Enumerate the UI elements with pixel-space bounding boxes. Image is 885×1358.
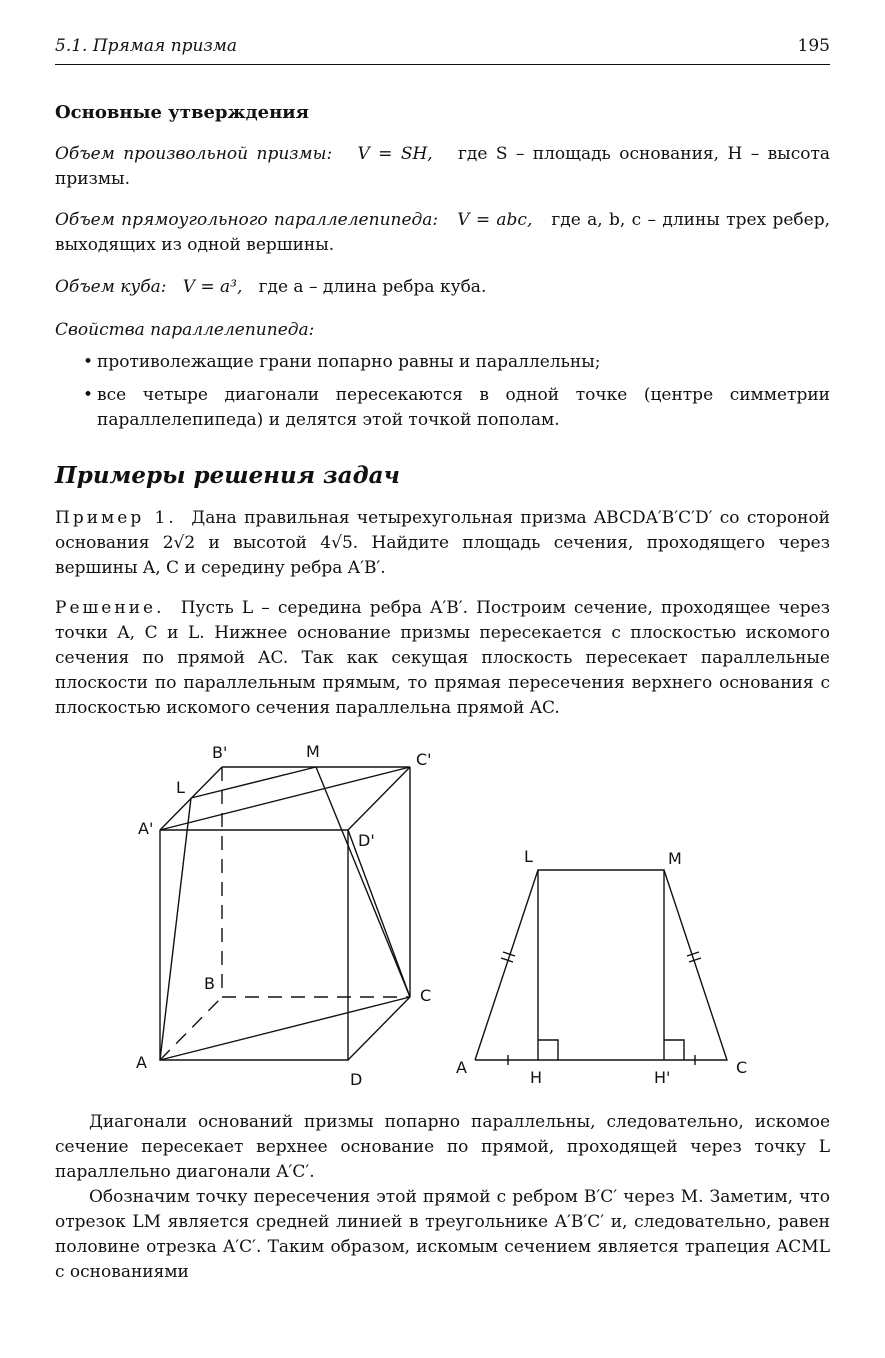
- statement-text: где a, b, c – длины трех ребер, выходящих из одной вершины.: [55, 210, 830, 255]
- section-heading: Основные утверждения: [55, 102, 309, 123]
- line-dp-c: [348, 830, 410, 997]
- bullet-text: все четыре диагонали пересекаются в одной точке (центре симметрии параллелепипеда) и делятся этой точкой пополам.: [97, 385, 830, 430]
- label-M: M: [668, 849, 682, 868]
- statement-text: где S – площадь основания, H – высота призмы.: [55, 144, 831, 189]
- properties-label: Свойства параллелепипеда:: [55, 320, 315, 340]
- label-M: M: [306, 742, 320, 761]
- paragraph-2: Обозначим точку пересечения этой прямой с ребром B′C′ через M. Заметим, что отрезок LM является средней линией в треугольнике A′B′C′ и, следовательно, равен половине отрезка A′C′. Таким образом, искомым сечением является трапеция ACML с основаниями: [55, 1187, 830, 1282]
- bullet-icon: •: [83, 352, 94, 372]
- solution-label: Решение.: [55, 598, 165, 618]
- right-angle-hp: [664, 1040, 684, 1060]
- statement-formula: V = SH,: [357, 144, 433, 164]
- paragraph-1: Диагонали оснований призмы попарно параллельны, следовательно, искомое сечение пересекает верхнее основание по прямой, проходящей через точку L параллельно диагонали A′C′.: [55, 1112, 830, 1182]
- statement-label: Объем куба:: [55, 277, 167, 297]
- examples-title: Примеры решения задач: [55, 462, 400, 489]
- trapezoid-labels: [456, 847, 747, 1087]
- label-C: C: [420, 986, 432, 1005]
- statement-label: Объем произвольной призмы:: [55, 144, 333, 164]
- edge-a-b-hidden: [160, 997, 222, 1060]
- label-H: H: [530, 1068, 543, 1087]
- bullet-icon: •: [83, 385, 94, 405]
- line-m-c: [316, 767, 410, 997]
- label-A: A: [456, 1058, 467, 1077]
- solution-text: Пусть L – середина ребра A′B′. Построим сечение, проходящее через точки A, C и L. Нижнее основание призмы пересекается с плоскостью искомого сечения по прямой AC. Так как секущая плоскость пересекает параллельные плоскости по параллельным прямым, то прямая пересечения верхнего основания с плоскостью искомого сечения параллельна прямой AC.: [55, 598, 831, 718]
- prism-figure: [160, 767, 410, 1060]
- label-Ap: A': [138, 819, 154, 838]
- label-B: B: [204, 974, 215, 993]
- label-Hp: H': [654, 1068, 671, 1087]
- label-C: C: [736, 1058, 748, 1077]
- label-L: L: [176, 778, 185, 797]
- line-a-c: [160, 997, 410, 1060]
- statement-formula: V = a³,: [182, 277, 243, 297]
- statement-formula: V = abc,: [457, 210, 533, 230]
- statement-text: где a – длина ребра куба.: [258, 277, 487, 297]
- example-label: Пример 1.: [55, 508, 177, 528]
- line-a-l: [160, 798, 191, 1060]
- line-l-m: [191, 767, 316, 798]
- trapezoid-figure: [475, 870, 727, 1065]
- label-Cp: C': [416, 750, 432, 769]
- label-L: L: [524, 847, 533, 866]
- trapezoid-outline: [475, 870, 727, 1060]
- example-text: Дана правильная четырехугольная призма ABCDA′B′C′D′ со стороной основания 2√2 и высотой 4√5. Найдите площадь сечения, проходящего через вершины A, C и середину ребра A′B′.: [55, 508, 831, 578]
- edge-c-d: [348, 997, 410, 1060]
- bullet-text: противолежащие грани попарно равны и параллельны;: [97, 352, 601, 372]
- edge-cp-dp: [348, 767, 410, 830]
- diag-ap-cp: [160, 767, 410, 830]
- section-title: 5.1. Прямая призма: [55, 36, 237, 56]
- label-A: A: [136, 1053, 147, 1072]
- prism-labels: [136, 742, 432, 1089]
- edge-front-face: [160, 830, 348, 1060]
- page-number: 195: [797, 36, 830, 56]
- statement-label: Объем прямоугольного параллелепипеда:: [55, 210, 439, 230]
- right-angle-h: [538, 1040, 558, 1060]
- label-Dp: D': [358, 831, 375, 850]
- label-Bp: B': [212, 743, 228, 762]
- label-D: D: [350, 1070, 363, 1089]
